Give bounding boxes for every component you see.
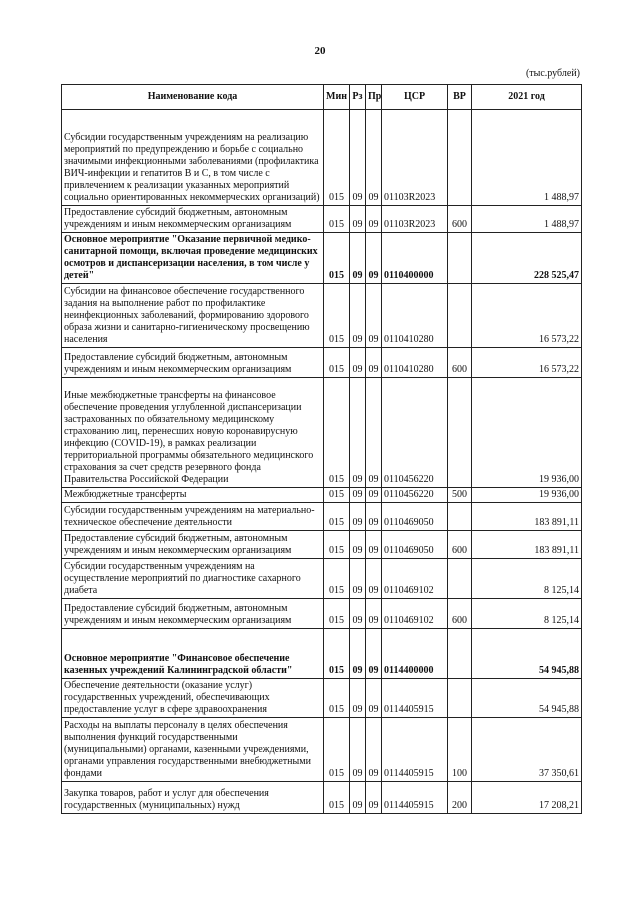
- row-name: Субсидии на финансовое обеспечение государственного задания на выполнение работ по профилактике неинфекционных заболеваний, формированию здорового образа жизни и санитарно-гигиеническому просвещению населения: [62, 284, 324, 348]
- row-vr: [448, 559, 472, 599]
- row-min: 015: [324, 503, 350, 531]
- row-csr: 01103R2023: [382, 206, 448, 233]
- table-row: [62, 233, 582, 284]
- row-name: Основное мероприятие "Финансовое обеспечение казенных учреждений Калининградской области": [62, 629, 324, 679]
- row-sum: 19 936,00: [472, 378, 582, 488]
- table-row: [62, 629, 582, 679]
- row-csr: 0110456220: [382, 488, 448, 503]
- row-csr: 0110469102: [382, 599, 448, 629]
- header-year: 2021 год: [472, 85, 582, 110]
- row-pr: 09: [366, 531, 382, 559]
- row-name: Межбюджетные трансферты: [62, 488, 324, 503]
- row-sum: 228 525,47: [472, 233, 582, 284]
- row-min: 015: [324, 378, 350, 488]
- row-name: Предоставление субсидий бюджетным, автономным учреждениям и иным некоммерческим организациям: [62, 348, 324, 378]
- row-sum: 8 125,14: [472, 559, 582, 599]
- row-sum: 16 573,22: [472, 348, 582, 378]
- row-pr: 09: [366, 378, 382, 488]
- row-name: Иные межбюджетные трансферты на финансовое обеспечение проведения углубленной диспансеризации застрахованных по обязательному медицинскому страхованию лиц, перенесших новую коронавирусную инфекцию (COVID-19), в рамках реализации территориальной программы обязательного медицинского страхования за счет средств резервного фонда Правительства Российской Федерации: [62, 378, 324, 488]
- row-min: 015: [324, 110, 350, 206]
- row-min: 015: [324, 679, 350, 718]
- row-csr: 0110456220: [382, 378, 448, 488]
- row-vr: [448, 629, 472, 679]
- row-pr: 09: [366, 503, 382, 531]
- row-vr: [448, 503, 472, 531]
- table-row: [62, 284, 582, 348]
- table-row: [62, 348, 582, 378]
- row-rz: 09: [350, 782, 366, 814]
- row-min: 015: [324, 284, 350, 348]
- units-label: (тыс.рублей): [525, 68, 580, 79]
- row-name: Субсидии государственным учреждениям на материально-техническое обеспечение деятельности: [62, 503, 324, 531]
- page-number: 20: [314, 45, 326, 57]
- row-pr: 09: [366, 559, 382, 599]
- row-min: 015: [324, 206, 350, 233]
- row-rz: 09: [350, 488, 366, 503]
- row-min: 015: [324, 348, 350, 378]
- header-csr: ЦСР: [382, 85, 448, 110]
- header-min: Мин: [324, 85, 350, 110]
- row-csr: 0110410280: [382, 284, 448, 348]
- row-rz: 09: [350, 599, 366, 629]
- row-pr: 09: [366, 782, 382, 814]
- row-pr: 09: [366, 488, 382, 503]
- row-pr: 09: [366, 348, 382, 378]
- row-rz: 09: [350, 378, 366, 488]
- row-rz: 09: [350, 559, 366, 599]
- row-min: 015: [324, 233, 350, 284]
- row-vr: [448, 284, 472, 348]
- row-sum: 16 573,22: [472, 284, 582, 348]
- row-sum: 54 945,88: [472, 629, 582, 679]
- row-rz: 09: [350, 503, 366, 531]
- row-pr: 09: [366, 110, 382, 206]
- row-vr: [448, 233, 472, 284]
- table-row: [62, 679, 582, 718]
- row-rz: 09: [350, 206, 366, 233]
- row-csr: 0110469102: [382, 559, 448, 599]
- row-min: 015: [324, 531, 350, 559]
- row-csr: 0114400000: [382, 629, 448, 679]
- row-sum: 19 936,00: [472, 488, 582, 503]
- row-vr: 600: [448, 206, 472, 233]
- row-rz: 09: [350, 233, 366, 284]
- row-vr: 200: [448, 782, 472, 814]
- row-name: Основное мероприятие "Оказание первичной медико-санитарной помощи, включая проведение медицинских осмотров и диспансеризации населения, в том числе у детей": [62, 233, 324, 284]
- row-vr: [448, 679, 472, 718]
- row-vr: [448, 110, 472, 206]
- row-csr: 0114405915: [382, 679, 448, 718]
- row-sum: 183 891,11: [472, 531, 582, 559]
- row-rz: 09: [350, 679, 366, 718]
- row-sum: 183 891,11: [472, 503, 582, 531]
- row-name: Закупка товаров, работ и услуг для обеспечения государственных (муниципальных) нужд: [62, 782, 324, 814]
- table-row: [62, 599, 582, 629]
- header-vr: ВР: [448, 85, 472, 110]
- row-pr: 09: [366, 206, 382, 233]
- table-row: [62, 718, 582, 782]
- row-sum: 54 945,88: [472, 679, 582, 718]
- row-vr: 600: [448, 531, 472, 559]
- row-pr: 09: [366, 629, 382, 679]
- row-csr: 0110410280: [382, 348, 448, 378]
- row-min: 015: [324, 718, 350, 782]
- row-rz: 09: [350, 110, 366, 206]
- row-sum: 1 488,97: [472, 110, 582, 206]
- row-min: 015: [324, 629, 350, 679]
- row-min: 015: [324, 782, 350, 814]
- table-row: [62, 110, 582, 206]
- row-vr: 500: [448, 488, 472, 503]
- row-pr: 09: [366, 233, 382, 284]
- row-csr: 0110469050: [382, 531, 448, 559]
- header-pr: Пр: [366, 85, 382, 110]
- table-row: [62, 559, 582, 599]
- budget-table: [61, 84, 582, 814]
- row-min: 015: [324, 559, 350, 599]
- row-sum: 1 488,97: [472, 206, 582, 233]
- header-rz: Рз: [350, 85, 366, 110]
- row-name: Обеспечение деятельности (оказание услуг) государственных учреждений, обеспечивающих предоставление услуг в сфере здравоохранения: [62, 679, 324, 718]
- row-vr: 600: [448, 348, 472, 378]
- table-row: [62, 378, 582, 488]
- row-min: 015: [324, 488, 350, 503]
- row-name: Субсидии государственным учреждениям на реализацию мероприятий по предупреждению и борьбе с социально значимыми инфекционными заболеваниями (профилактика ВИЧ-инфекции и гепатитов B и C, в том числе с привлечением к реализации указанных мероприятий социально ориентированных некоммерческих организаций): [62, 110, 324, 206]
- row-csr: 0114405915: [382, 718, 448, 782]
- row-name: Предоставление субсидий бюджетным, автономным учреждениям и иным некоммерческим организациям: [62, 599, 324, 629]
- row-csr: 01103R2023: [382, 110, 448, 206]
- row-pr: 09: [366, 599, 382, 629]
- row-name: Расходы на выплаты персоналу в целях обеспечения выполнения функций государственными (муниципальными) органами, казенными учреждениями, органами управления государственными внебюджетными фондами: [62, 718, 324, 782]
- row-name: Предоставление субсидий бюджетным, автономным учреждениям и иным некоммерческим организациям: [62, 531, 324, 559]
- header-name: Наименование кода: [62, 85, 324, 110]
- row-pr: 09: [366, 718, 382, 782]
- row-vr: 100: [448, 718, 472, 782]
- row-rz: 09: [350, 348, 366, 378]
- table-row: [62, 206, 582, 233]
- table-row: [62, 782, 582, 814]
- row-csr: 0114405915: [382, 782, 448, 814]
- table-header-row: [62, 85, 582, 110]
- table-row: [62, 531, 582, 559]
- row-rz: 09: [350, 284, 366, 348]
- row-sum: 8 125,14: [472, 599, 582, 629]
- table-row: [62, 488, 582, 503]
- row-rz: 09: [350, 629, 366, 679]
- row-pr: 09: [366, 284, 382, 348]
- row-csr: 0110469050: [382, 503, 448, 531]
- row-rz: 09: [350, 531, 366, 559]
- table-row: [62, 503, 582, 531]
- row-csr: 0110400000: [382, 233, 448, 284]
- row-rz: 09: [350, 718, 366, 782]
- row-name: Предоставление субсидий бюджетным, автономным учреждениям и иным некоммерческим организациям: [62, 206, 324, 233]
- row-name: Субсидии государственным учреждениям на осуществление мероприятий по диагностике сахарного диабета: [62, 559, 324, 599]
- row-vr: [448, 378, 472, 488]
- row-sum: 37 350,61: [472, 718, 582, 782]
- row-vr: 600: [448, 599, 472, 629]
- row-min: 015: [324, 599, 350, 629]
- row-sum: 17 208,21: [472, 782, 582, 814]
- row-pr: 09: [366, 679, 382, 718]
